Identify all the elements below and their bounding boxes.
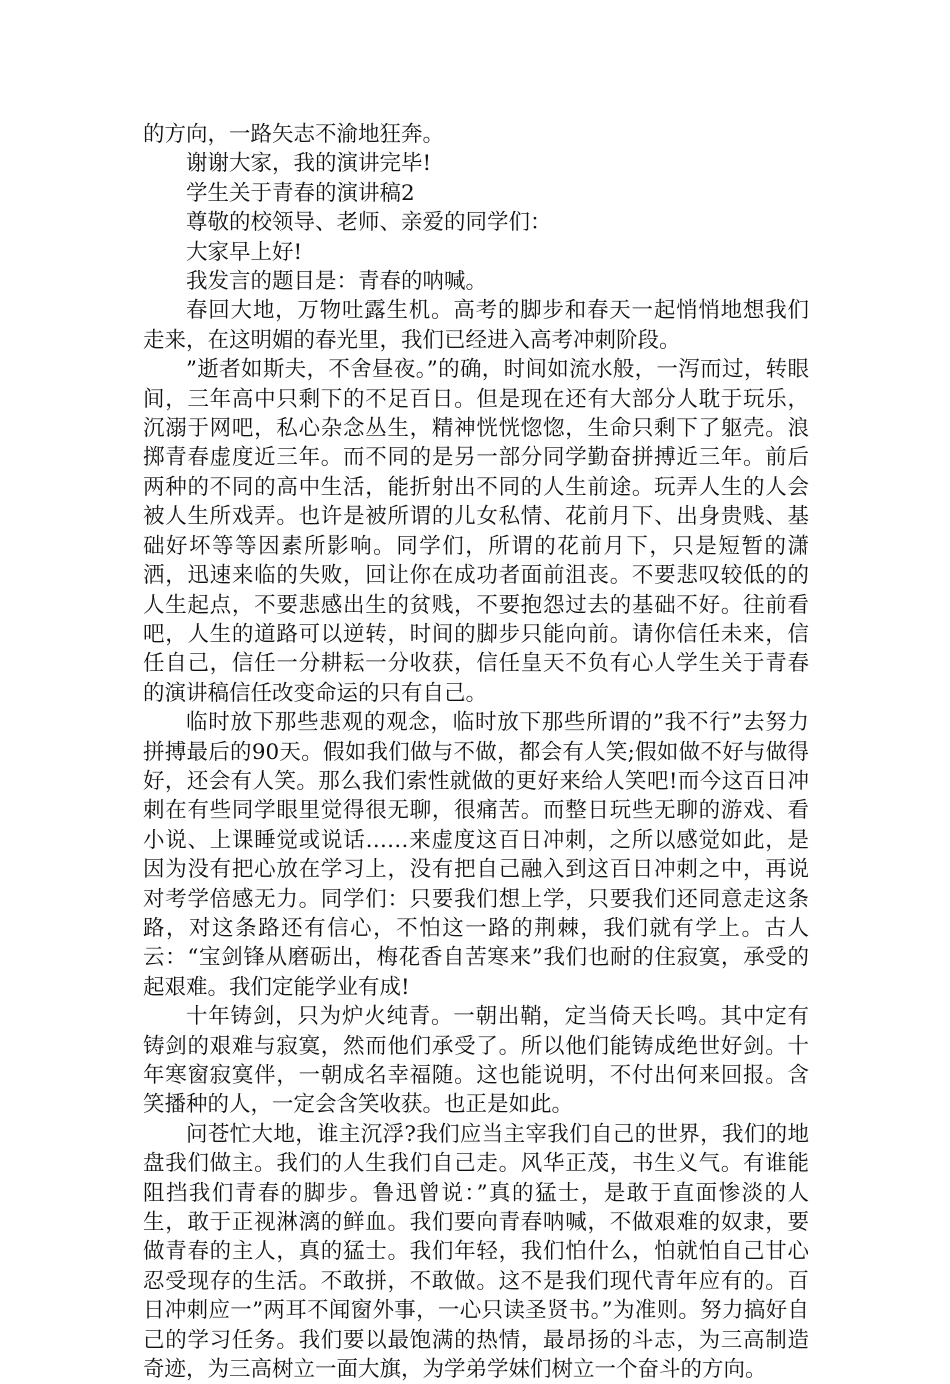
paragraph-effort: 临时放下那些悲观的观念，临时放下那些所谓的”我不行”去努力拼搏最后的90天。假如我们做与不做，都会有人笑;假如做不好与做得好，还会有人笑。那么我们索性就做的更好来给人笑吧!而今这百日冲刺在有些同学眼里觉得很无聊，很痛苦。而整日玩些无聊的游戏、看小说、上课睡觉或说话……来虚度这百日冲刺，之所以感觉如此，是因为没有把心放在学习上，没有把自己融入到这百日冲刺之中，再说对考学倍感无力。同学们：只要我们想上学，只要我们还同意走这条路，对这条路还有信心，不怕这一路的荆棘，我们就有学上。古人云：“宝剑锋从磨砺出，梅花香自苦寒来”我们也耐的住寂寞，承受的起艰难。我们定能学业有成! bbox=[143, 710, 809, 1000]
paragraph-conclusion: 问苍忙大地，谁主沉浮?我们应当主宰我们自己的世界，我们的地盘我们做主。我们的人生我们自己走。风华正茂，书生义气。有谁能阻挡我们青春的脚步。鲁迅曾说：”真的猛士，是敢于直面惨淡的人生，敢于正视淋漓的鲜血。我们要向青春呐喊，不做艰难的奴隶，要做青春的主人，真的猛士。我们年轻，我们怕什么，怕就怕自己甘心忍受现存的生活。不敢拼，不敢做。这不是我们现代青年应有的。百日冲刺应一”两耳不闻窗外事，一心只读圣贤书。”为准则。努力搞好自己的学习任务。我们要以最饱满的热情，最昂扬的斗志，为三高制造奇迹，为三高树立一面大旗，为学弟学妹们树立一个奋斗的方向。 bbox=[143, 1121, 809, 1383]
speech-title: 学生关于青春的演讲稿2 bbox=[186, 180, 415, 206]
paragraph-time: ”逝者如斯夫，不舍昼夜。”的确，时间如流水般，一泻而过，转眼间，三年高中只剩下的不足百日。但是现在还有大部分人耽于玩乐，沉溺于网吧，私心杂念丛生，精神恍恍惚惚，生命只剩下了躯壳。浪掷青春虚度近三年。而不同的是另一部分同学勤奋拼搏近三年。前后两种的不同的高中生活，能折射出不同的人生前途。玩弄人生的人会被人生所戏弄。也许是被所谓的儿女私情、花前月下、出身贵贱、基础好坏等等因素所影响。同学们，所谓的花前月下，只是短暂的潇洒，迅速来临的失败，回让你在成功者面前沮丧。不要悲叹较低的的人生起点，不要悲感出生的贫贱，不要抱怨过去的基础不好。往前看吧，人生的道路可以逆转，时间的脚步只能向前。请你信任未来，信任自己，信任一分耕耘一分收获，信任皇天不负有心人学生关于青春的演讲稿信任改变命运的只有自己。 bbox=[143, 357, 809, 706]
paragraph-thanks: 谢谢大家，我的演讲完毕! bbox=[186, 151, 432, 177]
salutation: 尊敬的校领导、老师、亲爱的同学们： bbox=[186, 210, 552, 236]
paragraph-spring: 春回大地，万物吐露生机。高考的脚步和春天一起悄悄地想我们走来，在这明媚的春光里，我们已经进入高考冲刺阶段。 bbox=[143, 298, 809, 353]
topic-statement: 我发言的题目是：青春的呐喊。 bbox=[186, 269, 488, 295]
paragraph-continuation: 的方向，一路矢志不渝地狂奔。 bbox=[143, 122, 445, 147]
document-page bbox=[143, 120, 809, 1384]
paragraph-sword: 十年铸剑，只为炉火纯青。一朝出鞘，定当倚天长鸣。其中定有铸剑的艰难与寂寞，然而他们承受了。所以他们能铸成绝世好剑。十年寒窗寂寞伴，一朝成名幸福随。这也能说明，不付出何来回报。含笑播种的人，一定会含笑收获。也正是如此。 bbox=[143, 1004, 809, 1118]
greeting: 大家早上好! bbox=[186, 239, 303, 265]
